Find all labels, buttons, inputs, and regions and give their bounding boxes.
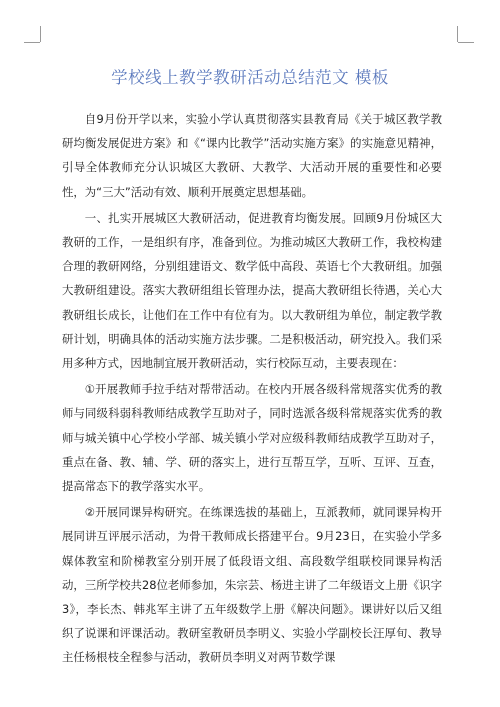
document-title: 学校线上教学教研活动总结范文 模板 (111, 68, 389, 87)
paragraph-section-one: 一、扎实开展城区大教研活动，促进教育均衡发展。回顾9月份城区大教研的工作，一是组织有序，准备到位。为推动城区大教研工作，我校构建合理的教研网络，分别组建语文、数学低中高段、英语七个大教研组。加强大教研组建设。落实大教研组组长管理办法，提高大教研组长待遇，关心大教研组长成长，让他们在工作中有位有为。以大教研组为单位，制定教学教研计划，明确具体的活动实施方法步骤。二是积极活动，研究投入。我们采用多种方式，因地制宜展开教研活动，实行校际互动，主要表现在： (62, 210, 442, 371)
paragraph-intro: 自9月份开学以来，实验小学认真贯彻落实县教育局《关于城区教学教研均衡发展促进方案》和《“课内比教学”活动实施方案》的实施意见精神，引导全体教师充分认识城区大教研、大教学、大活动开展的重要性和必要性，为“三大”活动有效、顺利开展奠定思想基础。 (62, 112, 442, 199)
document-body (62, 107, 442, 672)
crop-mark-top-right-vertical (457, 26, 458, 42)
crop-mark-top-left-vertical (40, 26, 41, 42)
paragraph-item-one: ①开展教师手拉手结对帮带活动。在校内开展各级科常规落实优秀的教师与同级科弱科教师结成教学互助对子，同时选派各级科常规落实优秀的教师与城关镇中心学校小学部、城关镇小学对应级科教师结成教学互助对子，重点在备、教、辅、学、研的落实上，进行互帮互学，互听、互评、互查，提高常态下的教学落实水平。 (62, 382, 442, 494)
paragraph-item-two: ②开展同课异构研究。在练课选拔的基础上，互派教师，就同课异构开展同讲互评展示活动，为骨干教师成长搭建平台。9月23日，在实验小学多媒体教室和阶梯教室分别开展了低段语文组、高段数学组联校同课异构活动，三所学校共28位老师参加，朱宗芸、杨进主讲了二年级语文上册《识字3》，李长杰、韩兆军主讲了五年级数学上册《解决问题》。课讲好以后又组织了说课和评课活动。教研室教研员李明义、实验小学副校长汪厚旬、教导主任杨根枝全程参与活动，教研员李明义对两节数学课 (62, 505, 442, 665)
crop-mark-top-right-horizontal (458, 42, 474, 43)
crop-mark-top-left-horizontal (24, 42, 40, 43)
